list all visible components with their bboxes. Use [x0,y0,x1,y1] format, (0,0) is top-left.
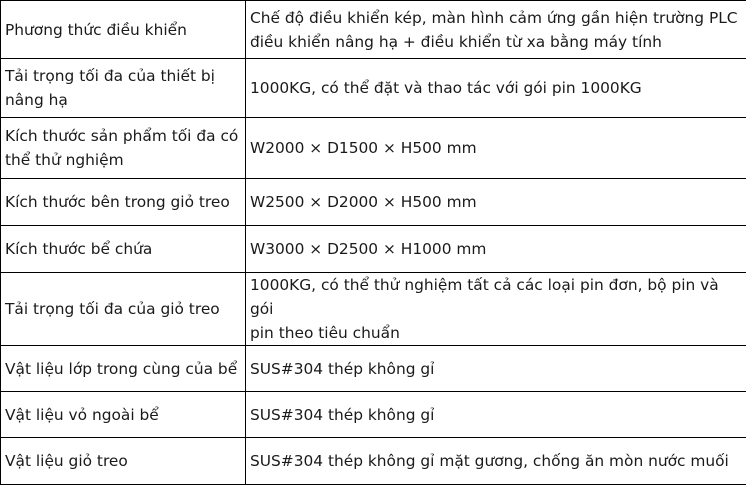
row-value-text: SUS#304 thép không gỉ [250,360,434,378]
row-value-text: W2000 × D1500 × H500 mm [250,139,477,157]
row-label-line: Kích thước sản phẩm tối đa có [5,127,238,145]
row-value [246,392,746,438]
row-label [1,179,246,226]
row-label [1,59,246,118]
row-label-line: thể thử nghiệm [5,151,124,169]
row-value-line: pin theo tiêu chuẩn [250,324,400,342]
row-value-line: điều khiển nâng hạ + điều khiển từ xa bằng máy tính [250,33,662,51]
row-value-line: Chế độ điều khiển kép, màn hình cảm ứng gần hiện trường PLC [250,9,738,27]
row-label-line: Tải trọng tối đa của thiết bị [5,67,215,85]
row-value [246,1,746,59]
row-value [246,346,746,392]
row-value-text: SUS#304 thép không gỉ [250,406,434,424]
row-value-line: 1000KG, có thể thử nghiệm tất cả các loại pin đơn, bộ pin và gói [250,276,719,318]
row-label [1,273,246,346]
row-value-text: W2500 × D2000 × H500 mm [250,193,477,211]
table-row [1,438,746,485]
table-row [1,1,746,59]
row-label [1,346,246,392]
row-label-text: Vật liệu vỏ ngoài bể [5,406,159,424]
row-label-text: Phương thức điều khiển [5,21,187,39]
row-label [1,438,246,485]
row-value-text: 1000KG, có thể đặt và thao tác với gói pin 1000KG [250,79,642,97]
row-label-text: Tải trọng tối đa của giỏ treo [5,300,220,318]
row-label [1,392,246,438]
table-row [1,346,746,392]
table-row [1,118,746,179]
row-label-text: Kích thước bể chứa [5,240,152,258]
row-label-text: Kích thước bên trong giỏ treo [5,193,230,211]
row-value [246,273,746,346]
row-value-text: W3000 × D2500 × H1000 mm [250,240,486,258]
row-value-text: SUS#304 thép không gỉ mặt gương, chống ăn mòn nước muối [250,452,729,470]
row-label-line: nâng hạ [5,91,68,109]
row-value [246,179,746,226]
row-label [1,1,246,59]
row-value [246,438,746,485]
table-row [1,179,746,226]
row-value [246,59,746,118]
row-label [1,118,246,179]
table-row [1,59,746,118]
row-label-text: Vật liệu giỏ treo [5,452,128,470]
row-value [246,226,746,273]
table-row [1,273,746,346]
row-label-text: Vật liệu lớp trong cùng của bể [5,360,237,378]
row-label [1,226,246,273]
table-row [1,392,746,438]
row-value [246,118,746,179]
table-row [1,226,746,273]
